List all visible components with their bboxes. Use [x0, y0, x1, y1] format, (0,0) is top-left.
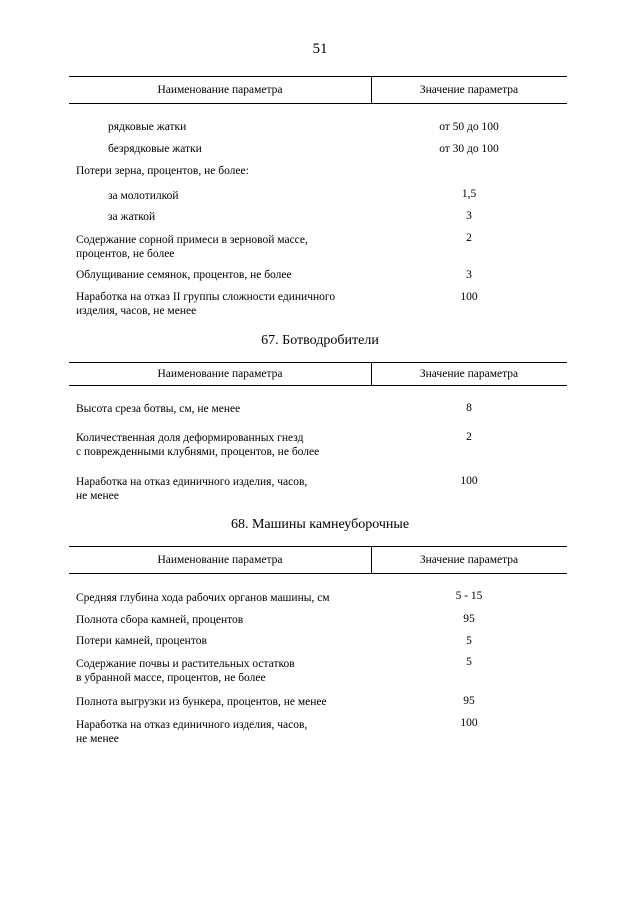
table3-header-name: Наименование параметра	[157, 554, 283, 566]
table2-header-rule	[69, 385, 567, 386]
table-row-name: Наработка на отказ единичного изделия, часов,	[76, 719, 308, 731]
table-row-value: 95	[463, 613, 475, 625]
table-row-value: 100	[460, 717, 478, 729]
table-row-value: 95	[463, 695, 475, 707]
table-row-name-cont: с поврежденными клубнями, процентов, не более	[76, 446, 320, 458]
table-row-value: от 30 до 100	[439, 143, 499, 155]
table-row-name-cont: в убранной массе, процентов, не более	[76, 672, 266, 684]
table-row-name: безрядковые жатки	[108, 143, 202, 155]
section-title-67: 67. Ботводробители	[261, 333, 379, 348]
table1-top-rule	[69, 76, 567, 77]
table-row-name: Содержание почвы и растительных остатков	[76, 658, 295, 670]
table2-header-value: Значение параметра	[419, 368, 519, 380]
table-row-name: Содержание сорной примеси в зерновой массе,	[76, 234, 308, 246]
table-row-name: Полнота выгрузки из бункера, процентов, не менее	[76, 696, 327, 708]
table-row-name-cont: не менее	[76, 733, 119, 745]
table3-header-rule	[69, 573, 567, 574]
table-row-name: рядковые жатки	[108, 121, 187, 133]
table1-header-value: Значение параметра	[419, 84, 519, 96]
table-row-name-cont: не менее	[76, 490, 119, 502]
table-row-name: Высота среза ботвы, см, не менее	[76, 403, 241, 415]
table-row-name: за молотилкой	[108, 190, 179, 202]
table-row-value: 1,5	[461, 188, 477, 200]
section-title-68: 68. Машины камнеуборочные	[230, 517, 410, 532]
table-row-name: Облущивание семянок, процентов, не более	[76, 269, 292, 281]
table-row-name: Средняя глубина хода рабочих органов машины, см	[76, 592, 330, 604]
table-row-value: от 50 до 100	[439, 121, 499, 133]
table-row-name: Наработка на отказ единичного изделия, часов,	[76, 476, 308, 488]
table-row-name: Наработка на отказ II группы сложности единичного	[76, 291, 336, 303]
table-row-value: 8	[466, 402, 472, 414]
table-row-value: 3	[466, 210, 472, 222]
table-row-value: 100	[460, 475, 478, 487]
table-row-name: Полнота сбора камней, процентов	[76, 614, 244, 626]
table-row-name-cont: изделия, часов, не менее	[76, 305, 197, 317]
page-number: 51	[312, 41, 328, 57]
table-row-value: 2	[466, 431, 472, 443]
table2-header-name: Наименование параметра	[157, 368, 283, 380]
table1-header-name: Наименование параметра	[157, 84, 283, 96]
table3-top-rule	[69, 546, 567, 547]
table-row-name: за жаткой	[108, 211, 156, 223]
table-row-name: Потери зерна, процентов, не более:	[76, 165, 249, 177]
table1-header-rule	[69, 103, 567, 104]
table-row-value: 3	[466, 269, 472, 281]
table-row-name-cont: процентов, не более	[76, 248, 175, 260]
table-row-name: Потери камней, процентов	[76, 635, 207, 647]
table2-top-rule	[69, 362, 567, 363]
table-row-value: 100	[460, 291, 478, 303]
table-row-value: 5	[466, 635, 472, 647]
table-row-value: 5 - 15	[455, 590, 483, 602]
table-row-value: 5	[466, 656, 472, 668]
table3-header-value: Значение параметра	[419, 554, 519, 566]
table-row-name: Количественная доля деформированных гнезд	[76, 432, 304, 444]
table-row-value: 2	[466, 232, 472, 244]
